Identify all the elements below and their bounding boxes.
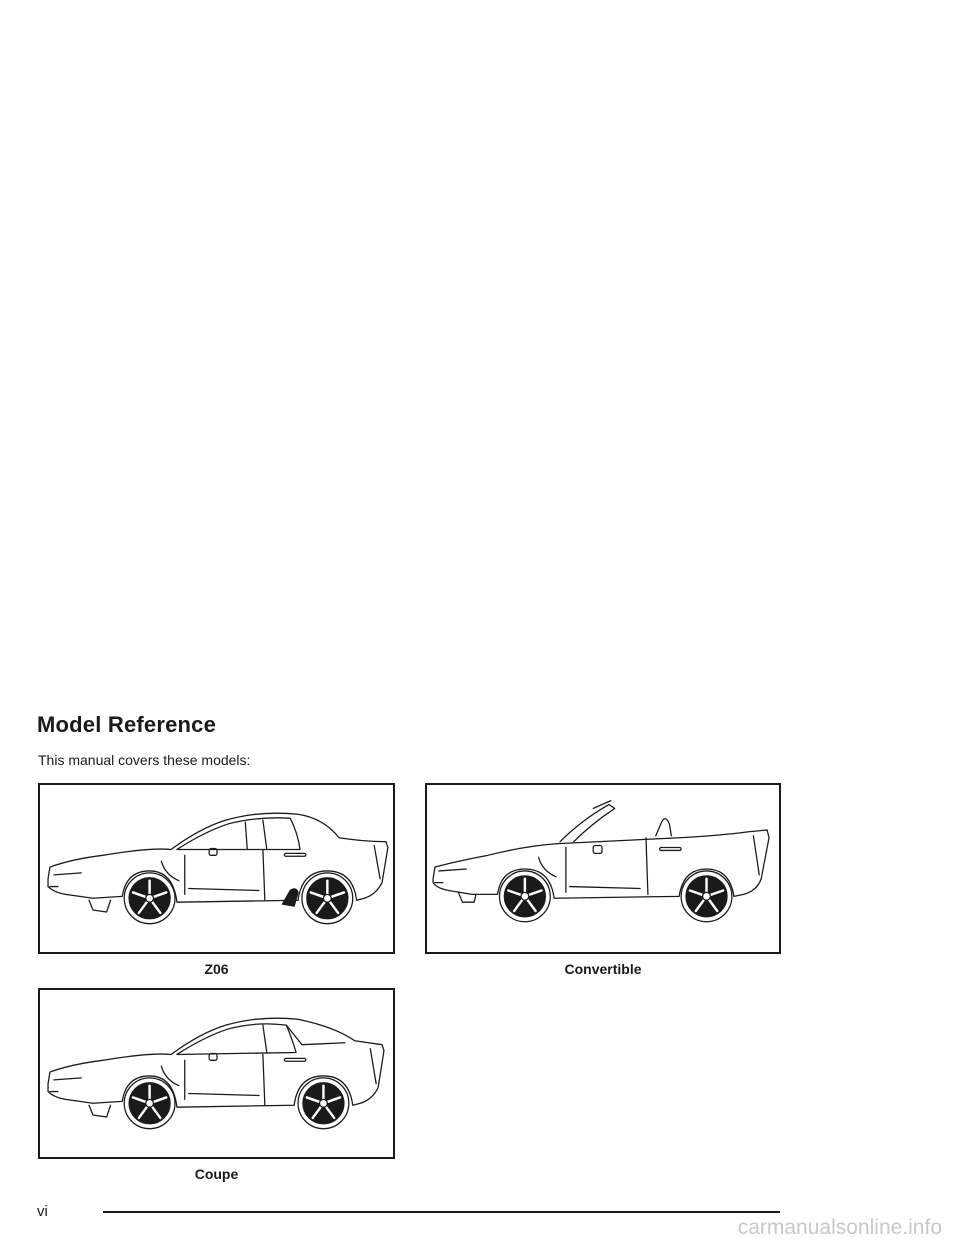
z06-caption: Z06 xyxy=(204,961,229,977)
footer-rule xyxy=(103,1211,780,1213)
z06-illustration xyxy=(38,783,395,954)
coupe-illustration xyxy=(38,988,395,1159)
section-intro: This manual covers these models: xyxy=(38,752,251,768)
coupe-caption: Coupe xyxy=(194,1166,239,1182)
section-title: Model Reference xyxy=(37,712,217,737)
page-number: vi xyxy=(37,1203,48,1220)
convertible-caption: Convertible xyxy=(564,961,642,977)
convertible-illustration xyxy=(425,783,781,954)
watermark: carmanualsonline.info xyxy=(737,1216,942,1239)
